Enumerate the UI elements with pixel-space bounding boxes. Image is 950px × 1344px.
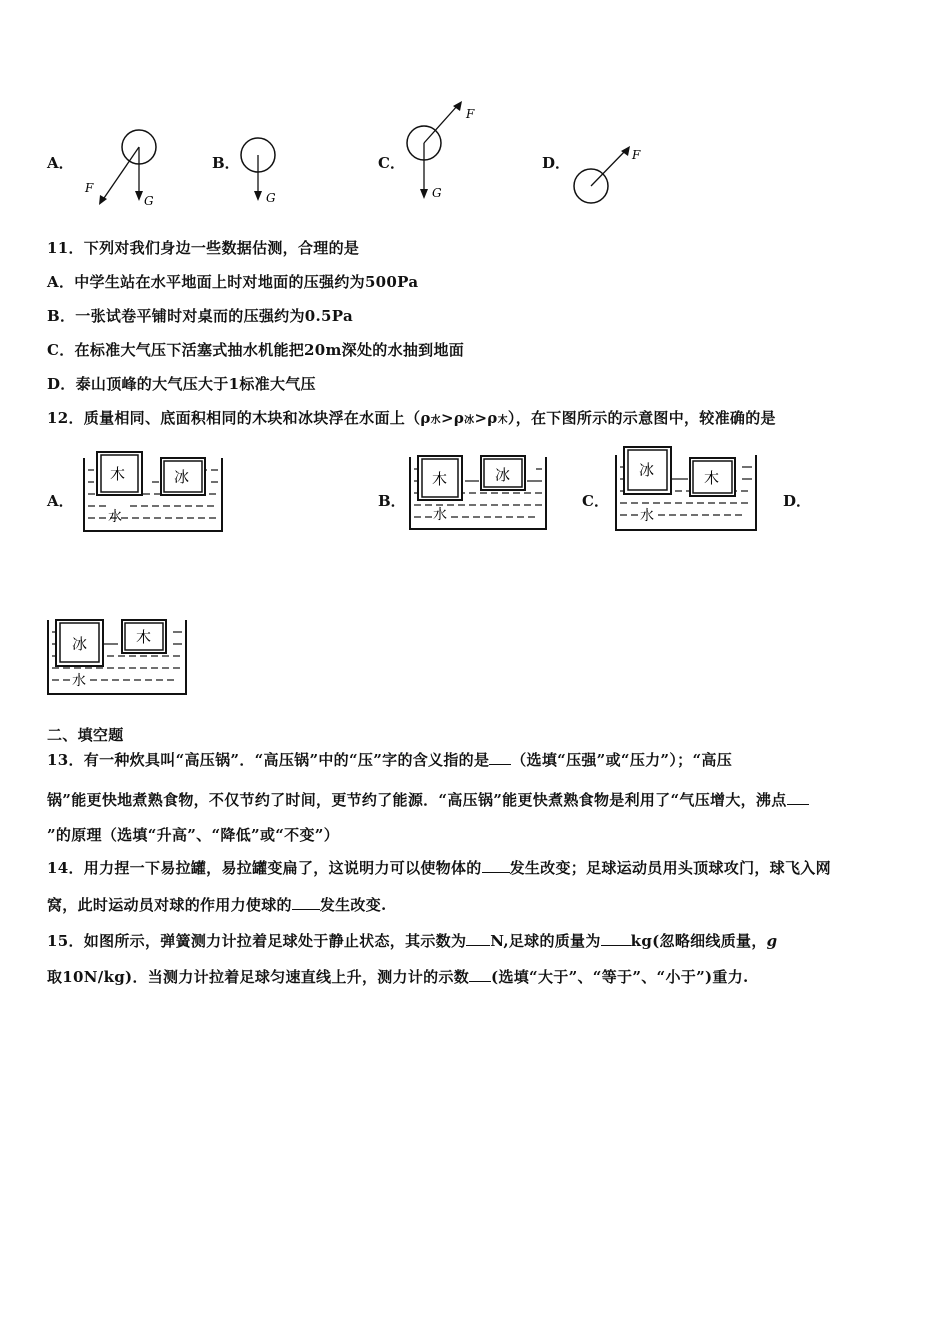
q10-option-b-label: B． bbox=[212, 154, 240, 172]
q12-c-water: 水 bbox=[640, 508, 654, 524]
q12-option-b-label: B． bbox=[378, 492, 406, 510]
q14-blank-2[interactable] bbox=[292, 895, 320, 910]
q10-d-force-f: F bbox=[632, 148, 641, 162]
q12-option-d-label: D． bbox=[783, 492, 812, 510]
q12-option-c-label: C． bbox=[582, 492, 609, 510]
q11-option-d: D．泰山顶峰的大气压大于1标准大气压 bbox=[47, 375, 316, 393]
q12-figure-a bbox=[80, 440, 230, 535]
q13-blank-2[interactable] bbox=[787, 790, 809, 805]
section-heading-fill-blank: 二、填空题 bbox=[47, 726, 124, 744]
q12-figure-d bbox=[42, 605, 192, 700]
q12-a-water: 水 bbox=[108, 509, 122, 525]
q13-line-2: 锅”能更快地煮熟食物，不仅节约了时间，更节约了能源．“高压锅”能更快煮熟食物是利用了“气压增大，沸点 bbox=[47, 789, 809, 810]
q13-line-3: ”的原理（选填“升高”、“降低”或“不变”） bbox=[47, 826, 339, 844]
q15-line-2: 取10N/kg)．当测力计拉着足球匀速直线上升，测力计的示数 (选填“大于”、“等于”、“小于”)重力. bbox=[47, 968, 749, 986]
q12-a-wood: 木 bbox=[110, 465, 126, 483]
q12-b-ice: 冰 bbox=[495, 466, 511, 484]
q10-figure-b bbox=[238, 135, 298, 210]
q12-a-ice: 冰 bbox=[174, 468, 190, 486]
q15-blank-3[interactable] bbox=[469, 967, 491, 982]
q10-a-force-f: F bbox=[85, 181, 94, 195]
q11-option-b: B．一张试卷平铺时对桌而的压强约为0.5Pa bbox=[47, 307, 353, 325]
q12-stem: 12．质量相同、底面积相同的木块和冰块浮在水面上（ρ水>ρ冰>ρ木），在下图所示的示意图中，较准确的是 bbox=[47, 409, 776, 427]
q12-c-ice: 冰 bbox=[639, 461, 655, 479]
q14-line-2: 窝，此时运动员对球的作用力使球的 发生改变. bbox=[47, 896, 387, 914]
q10-b-force-g: G bbox=[266, 191, 276, 205]
q14-blank-1[interactable] bbox=[482, 858, 510, 873]
q10-c-force-f: F bbox=[466, 107, 475, 121]
q15-blank-2[interactable] bbox=[601, 931, 631, 946]
q12-option-a-label: A． bbox=[47, 492, 74, 510]
q10-option-d-label: D． bbox=[542, 154, 571, 172]
q10-figure-c bbox=[400, 96, 490, 206]
q10-a-force-g: G bbox=[144, 194, 154, 208]
q12-d-ice: 冰 bbox=[72, 635, 88, 653]
q12-b-water: 水 bbox=[433, 507, 447, 523]
q10-option-a-label: A． bbox=[47, 154, 74, 172]
q12-d-wood: 木 bbox=[136, 628, 152, 646]
q10-option-c-label: C． bbox=[378, 154, 405, 172]
q10-figure-d bbox=[570, 140, 650, 210]
q12-figure-c bbox=[610, 440, 765, 535]
q11-stem: 11．下列对我们身边一些数据估测，合理的是 bbox=[47, 239, 360, 257]
q12-d-water: 水 bbox=[72, 673, 86, 689]
q12-c-wood: 木 bbox=[704, 469, 720, 487]
q13-blank-1[interactable] bbox=[489, 750, 511, 765]
q12-b-wood: 木 bbox=[432, 470, 448, 488]
q13-line-1: 13．有一种炊具叫“高压锅”．“高压锅”中的“压”字的含义指的是 （选填“压强”或“压力”）；“高压 bbox=[47, 751, 732, 769]
q11-option-c: C．在标准大气压下活塞式抽水机能把20m深处的水抽到地面 bbox=[47, 341, 465, 359]
q15-line-1: 15．如图所示，弹簧测力计拉着足球处于静止状态，其示数为 N,足球的质量为 kg(忽略细线质量，g bbox=[47, 932, 778, 950]
q11-option-a: A．中学生站在水平地面上时对地面的压强约为500Pa bbox=[47, 273, 419, 291]
q10-figure-a bbox=[78, 125, 168, 210]
q14-line-1: 14．用力捏一下易拉罐，易拉罐变扁了，这说明力可以使物体的 发生改变；足球运动员用头顶球攻门，球飞入网 bbox=[47, 859, 831, 877]
q10-c-force-g: G bbox=[432, 186, 442, 200]
q15-blank-1[interactable] bbox=[466, 931, 490, 946]
q12-figure-b bbox=[405, 445, 553, 535]
